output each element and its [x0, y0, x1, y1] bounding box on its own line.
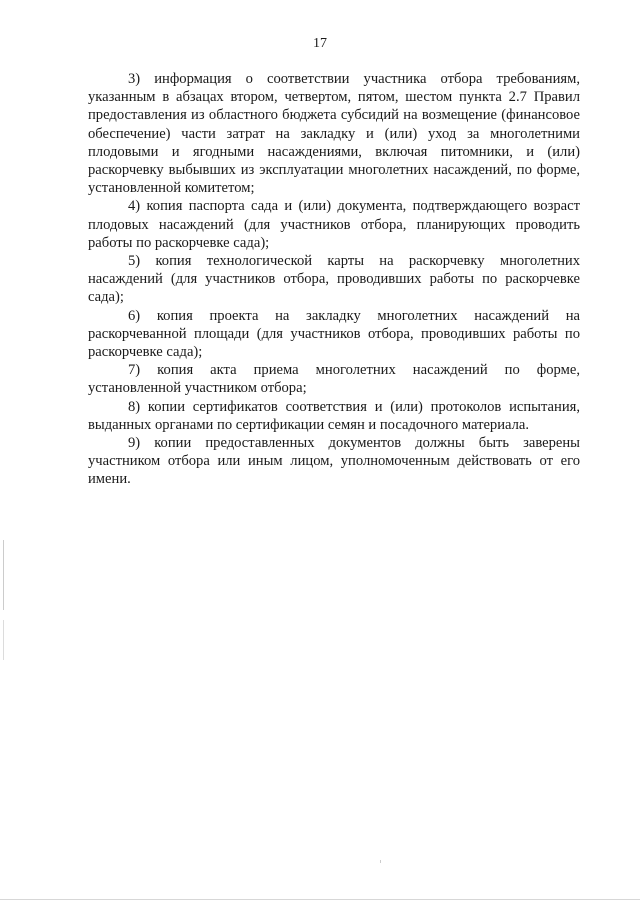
list-item-3: 3) информация о соответствии участника отбора требованиям, указанным в абзацах втором, четвертом, пятом, шестом пункта 2.7 Правил предоставления из областного бюджета субсидий на возмещение (финансовое обеспечение) части затрат на закладку и (или) уход за многолетними плодовыми и ягодными насаждениями, включая питомники, и (или) раскорчевку выбывших из эксплуатации многолетних насаждений, по форме, установленной комитетом; [88, 71, 580, 197]
list-item-5: 5) копия технологической карты на раскорчевку многолетних насаждений (для участников отбора, проводивших работы по раскорчевке сада); [88, 253, 580, 306]
list-item-8: 8) копии сертификатов соответствия и (или) протоколов испытания, выданных органами по сертификации семян и посадочного материала. [88, 398, 580, 433]
scan-bottom-mark [0, 899, 640, 900]
list-item-4: 4) копия паспорта сада и (или) документа, подтверждающего возраст плодовых насаждений (для участников отбора, планирующих проводить работы по раскорчевке сада); [88, 198, 580, 251]
list-item-9: 9) копии предоставленных документов должны быть заверены участником отбора или иным лицом, уполномоченным действовать от его имени. [88, 435, 580, 488]
list-item-7: 7) копия акта приема многолетних насаждений по форме, установленной участником отбора; [88, 362, 580, 397]
page-number: 17 [313, 36, 327, 51]
document-body [88, 70, 580, 489]
scan-edge-mark [3, 540, 4, 610]
scan-bottom-mark [380, 860, 381, 863]
list-item-6: 6) копия проекта на закладку многолетних насаждений на раскорчеванной площади (для участников отбора, проводивших работы по раскорчевке сада); [88, 307, 580, 361]
scan-edge-mark [3, 620, 4, 660]
